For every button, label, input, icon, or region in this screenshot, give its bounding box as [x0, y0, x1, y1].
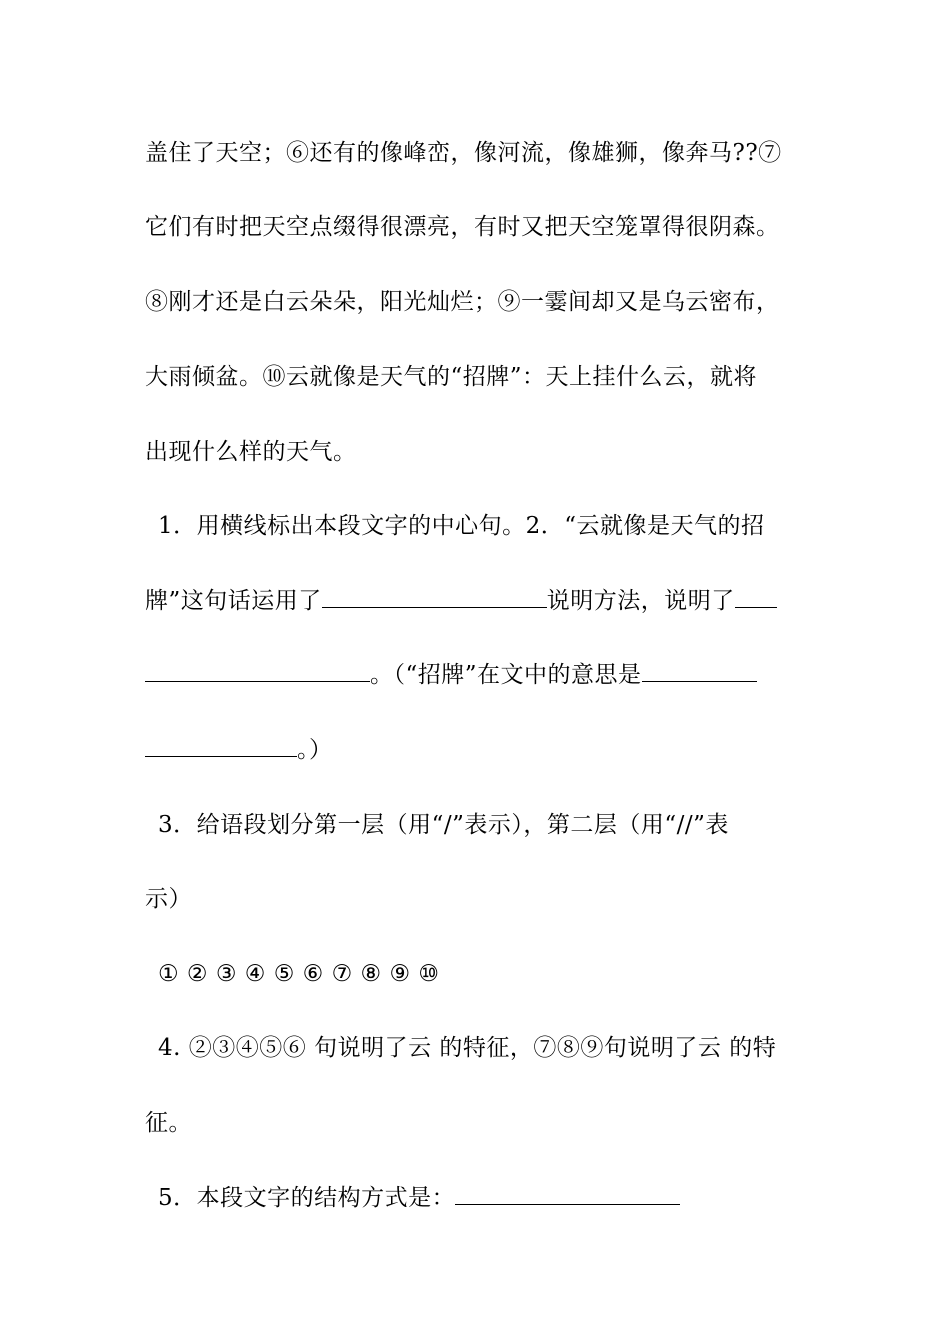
question-2-line-2 — [145, 586, 810, 616]
answer-blank-meaning-start[interactable] — [642, 661, 757, 682]
question-2-text-c: 。（“招牌”在文中的意思是 — [370, 662, 642, 688]
passage-line-3: ⑧刚才还是白云朵朵，阳光灿烂；⑨一霎间却又是乌云密布， — [145, 289, 780, 315]
answer-blank-meaning-end[interactable] — [145, 736, 297, 757]
question-4-line-1: 4. ②③④⑤⑥ 句说明了云 的特征，⑦⑧⑨句说明了云 的特 — [158, 1035, 777, 1061]
passage-line-5: 出现什么样的天气。 — [145, 439, 357, 465]
question-2-text-a: 牌”这句话运用了 — [145, 588, 322, 614]
answer-blank-structure[interactable] — [455, 1184, 680, 1205]
question-2-text-d: 。） — [297, 737, 333, 763]
passage-line-4: 大雨倾盆。⑩云就像是天气的“招牌”：天上挂什么云，就将 — [145, 364, 758, 390]
question-2-line-4 — [145, 735, 810, 765]
passage-line-2: 它们有时把天空点缀得很漂亮，有时又把天空笼罩得很阴森。 — [145, 214, 780, 240]
question-5-label: 5．本段文字的结构方式是： — [158, 1185, 456, 1211]
question-4-line-2: 征。 — [145, 1110, 192, 1136]
question-3-line-1: 3．给语段划分第一层（用“/”表示），第二层（用“//”表 — [158, 812, 729, 838]
answer-blank-method[interactable] — [322, 587, 547, 608]
sentence-markers: ① ② ③ ④ ⑤ ⑥ ⑦ ⑧ ⑨ ⑩ — [158, 961, 440, 987]
question-2-line-3 — [145, 660, 810, 690]
passage-line-1: 盖住了天空；⑥还有的像峰峦，像河流，像雄狮，像奔马??⑦ — [145, 140, 782, 166]
question-5-line — [158, 1183, 823, 1213]
answer-blank-explain-end[interactable] — [145, 661, 370, 682]
answer-blank-explain-start[interactable] — [735, 587, 777, 608]
question-1-2-line: 1．用横线标出本段文字的中心句。2．“云就像是天气的招 — [158, 513, 765, 539]
question-2-text-b: 说明方法，说明了 — [546, 588, 735, 614]
question-3-line-2: 示） — [145, 886, 192, 912]
